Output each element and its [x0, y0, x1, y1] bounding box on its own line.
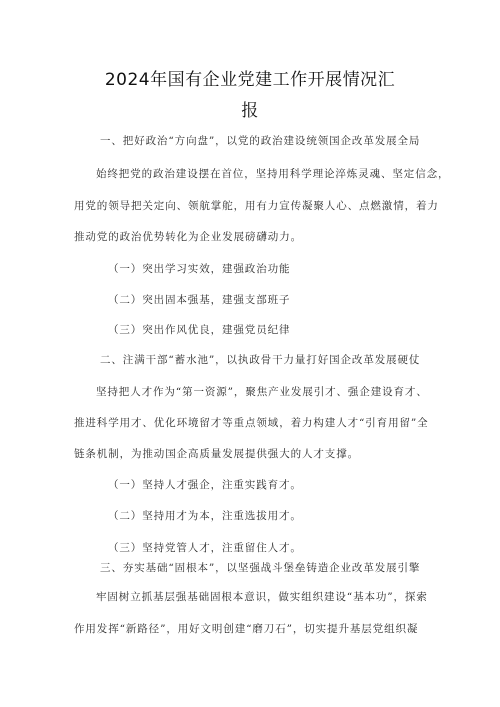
paragraph-line: 牢固树立抓基层强基础固根本意识，做实组织建设“基本功”，探索: [96, 591, 428, 603]
document-title-line-1: 2024年国有企业党建工作开展情况汇: [104, 70, 396, 90]
paragraph-line: 推进科学用才、优化环境留才等重点领域，着力构建人才“引育用留”全: [74, 417, 429, 429]
subsection-heading: （二）坚持用才为本，注重选拔用才。: [108, 510, 302, 522]
paragraph-line: 用党的领导把关定向、领航掌舵，用有力宣传凝聚人心、点燃激情，着力: [74, 200, 439, 212]
section-heading-3: 三、夯实基础“固根本”，以坚强战斗堡垒铸造企业改革发展引擎: [100, 562, 421, 574]
paragraph-line: 始终把党的政治建设摆在首位，坚持用科学理论淬炼灵魂、坚定信念，: [96, 168, 450, 180]
paragraph-line: 推动党的政治优势转化为企业发展磅礴动力。: [74, 231, 302, 243]
subsection-heading: （一）突出学习实效，建强政治功能: [108, 263, 291, 275]
section-heading-2: 二、注满干部“蓄水池”，以执政骨干力量打好国企改革发展硬仗: [100, 354, 421, 366]
paragraph-line: 坚持把人才作为“第一资源”，聚焦产业发展引才、强企建设育才、: [96, 386, 428, 398]
subsection-heading: （三）突出作风优良，建强党员纪律: [108, 324, 291, 336]
subsection-heading: （一）坚持人才强企，注重实践育才。: [108, 479, 302, 491]
section-heading-1: 一、把好政治“方向盘”，以党的政治建设统领国企改革发展全局: [100, 135, 421, 147]
subsection-heading: （三）坚持党管人才，注重留住人才。: [108, 542, 302, 554]
subsection-heading: （二）突出固本强基，建强支部班子: [108, 294, 291, 306]
paragraph-line: 链条机制，为推动国企高质量发展提供强大的人才支撑。: [74, 448, 359, 460]
paragraph-line: 作用发挥“新路径”，用好文明创建“磨刀石”，切实提升基层党组织凝: [74, 623, 419, 635]
document-title-line-2: 报: [241, 101, 259, 121]
